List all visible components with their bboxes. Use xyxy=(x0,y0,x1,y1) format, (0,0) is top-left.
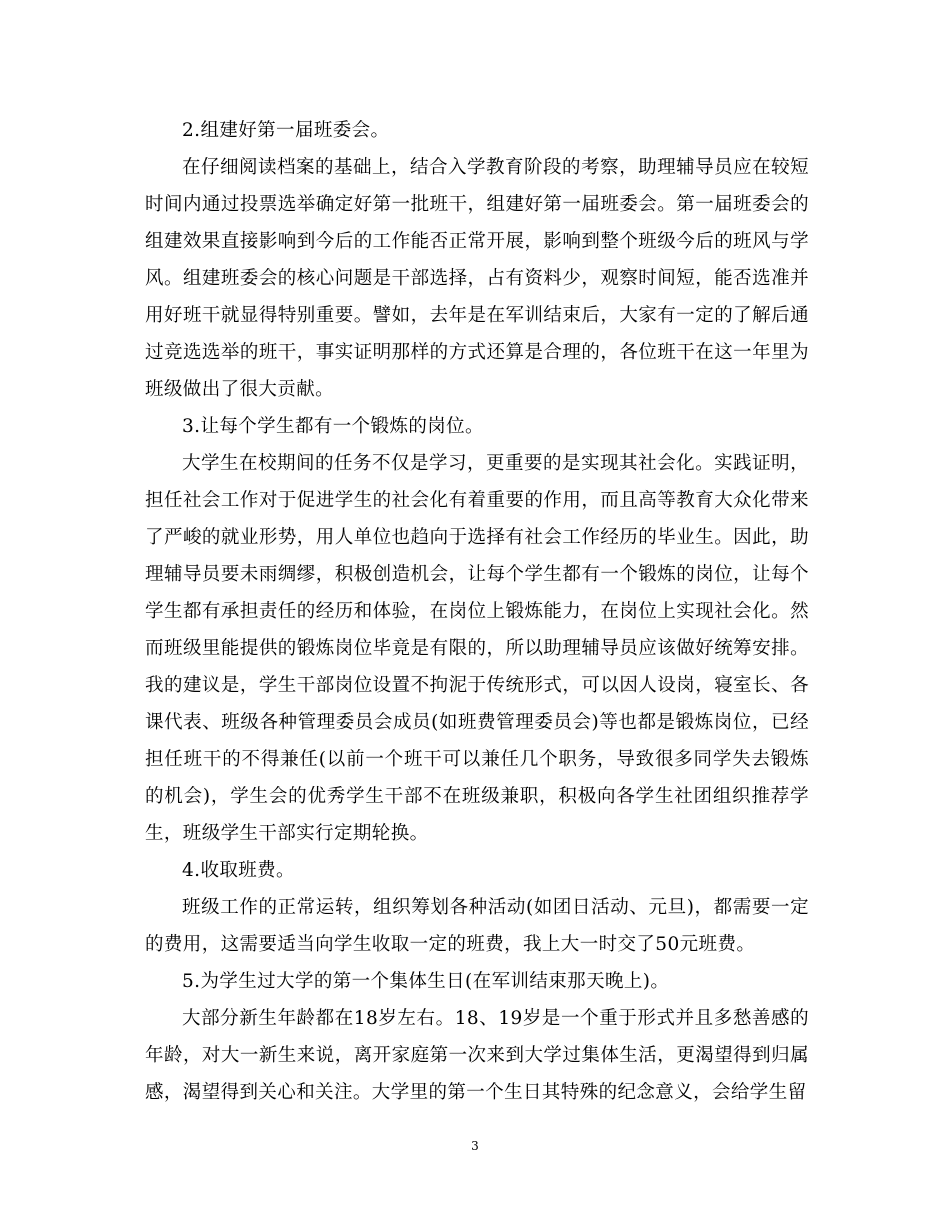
body-paragraph: 在仔细阅读档案的基础上，结合入学教育阶段的考察，助理辅导员应在较短时间内通过投票选举确定好第一批班干，组建好第一届班委会。第一届班委会的组建效果直接影响到今后的工作能否正常开展，影响到整个班级今后的班风与学风。组建班委会的核心问题是干部选择，占有资料少，观察时间短，能否选准并用好班干就显得特别重要。譬如，去年是在军训结束后，大家有一定的了解后通过竞选选举的班干，事实证明那样的方式还算是合理的，各位班干在这一年里为班级做出了很大贡献。 xyxy=(145,157,809,400)
document-body xyxy=(145,112,809,1111)
section-heading-4: 4.收取班费。 xyxy=(182,860,295,881)
section-heading-5: 5.为学生过大学的第一个集体生日(在军训结束那天晚上)。 xyxy=(182,971,670,992)
body-paragraph: 大部分新生年龄都在18岁左右。18、19岁是一个重于形式并且多愁善感的年龄，对大一新生来说，离开家庭第一次来到大学过集体生活，更渴望得到归属感，渴望得到关心和关注。大学里的第一个生日其特殊的纪念意义，会给学生留 xyxy=(145,1008,809,1103)
page-number: 3 xyxy=(471,1139,479,1153)
body-paragraph: 大学生在校期间的任务不仅是学习，更重要的是实现其社会化。实践证明，担任社会工作对于促进学生的社会化有着重要的作用，而且高等教育大众化带来了严峻的就业形势，用人单位也趋向于选择有社会工作经历的毕业生。因此，助理辅导员要未雨绸缪，积极创造机会，让每个学生都有一个锻炼的岗位，让每个学生都有承担责任的经历和体验，在岗位上锻炼能力，在岗位上实现社会化。然而班级里能提供的锻炼岗位毕竟是有限的，所以助理辅导员应该做好统筹安排。我的建议是，学生干部岗位设置不拘泥于传统形式，可以因人设岗，寝室长、各课代表、班级各种管理委员会成员(如班费管理委员会)等也都是锻炼岗位，已经担任班干的不得兼任(以前一个班干可以兼任几个职务，导致很多同学失去锻炼的机会)，学生会的优秀学生干部不在班级兼职，积极向各学生社团组织推荐学生，班级学生干部实行定期轮换。 xyxy=(145,453,809,844)
body-paragraph: 班级工作的正常运转，组织筹划各种活动(如团日活动、元旦)，都需要一定的费用，这需要适当向学生收取一定的班费，我上大一时交了50元班费。 xyxy=(145,897,809,955)
section-heading-3: 3.让每个学生都有一个锻炼的岗位。 xyxy=(182,416,484,437)
section-heading-2: 2.组建好第一届班委会。 xyxy=(182,120,390,141)
